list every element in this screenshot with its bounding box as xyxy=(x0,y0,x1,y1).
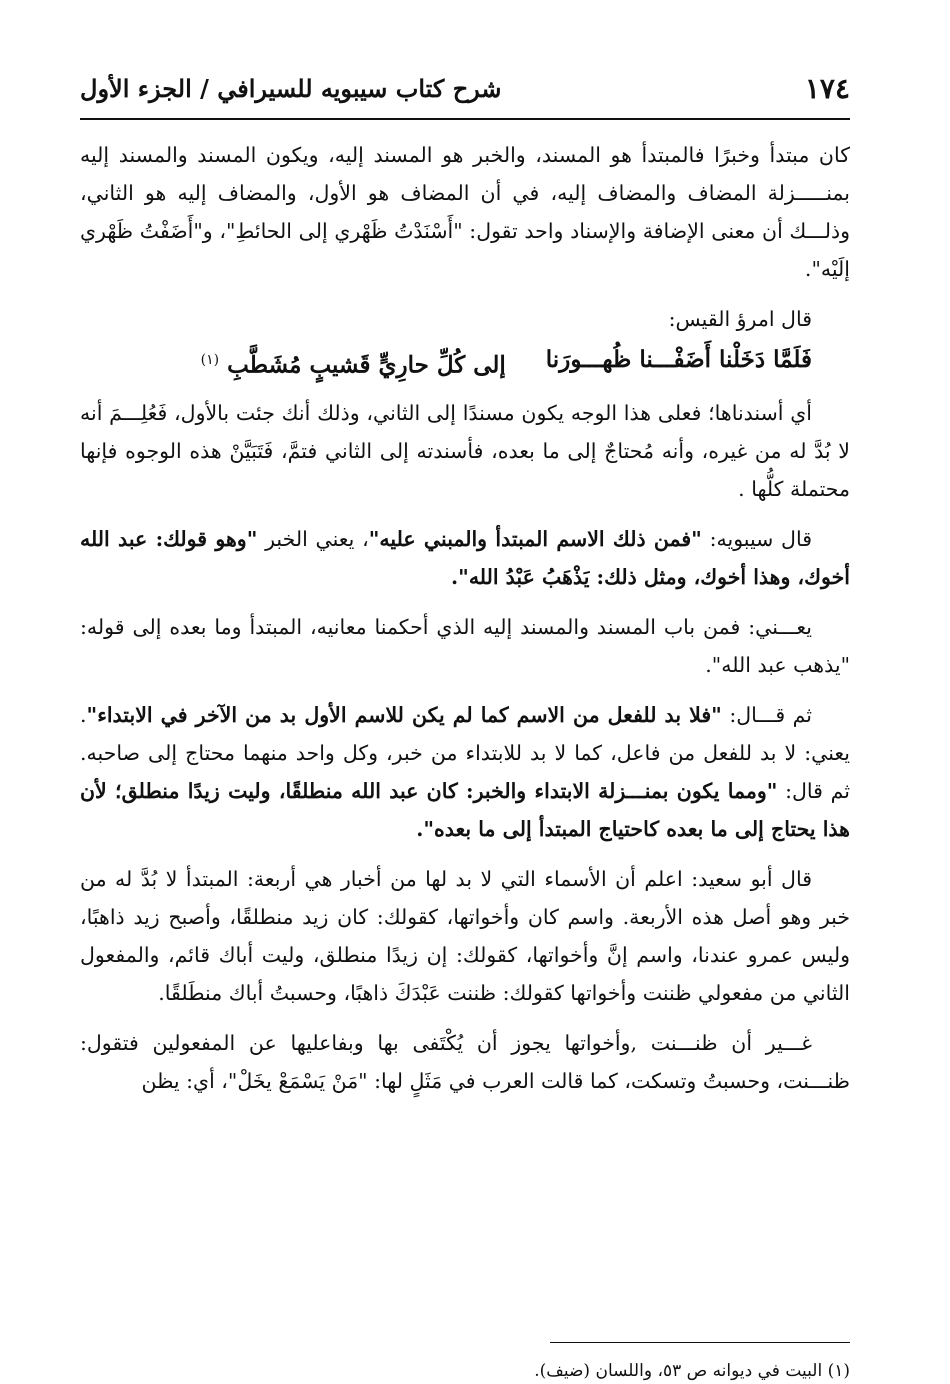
p6-mid: . يعني: لا بد للفعل من فاعل، كما لا بد للابتداء من خبر، وكل واحد منهما محتاج إلى صاحبه. ثم قال: xyxy=(80,702,850,803)
paragraph-5: يعـــني: فمن باب المسند والمسند إليه الذي أحكمنا معانيه، المبتدأ وما بعده إلى قوله: "يذهب عبد الله". xyxy=(80,614,850,677)
p6-lead: ثم قـــال: xyxy=(721,702,812,727)
footnote: (١) البيت في ديوانه ص ٥٣، واللسان (ضيف). xyxy=(534,1361,850,1381)
paragraph-6 xyxy=(80,696,850,848)
poem-second-text: إلى كُلِّ حارِيٍّ قَشيبٍ مُشَطَّبِ xyxy=(227,351,506,379)
p4-mid: ، يعني الخبر xyxy=(257,526,369,551)
footnote-marker: (١) xyxy=(200,352,220,368)
document-page xyxy=(80,60,850,1381)
paragraph-4 xyxy=(80,520,850,596)
page-header xyxy=(80,60,850,120)
page-number: ١٧٤ xyxy=(804,72,850,105)
running-title: شرح كتاب سيبويه للسيرافي / الجزء الأول xyxy=(80,74,502,103)
body-text xyxy=(80,136,850,1112)
paragraph-3: أي أسندناها؛ فعلى هذا الوجه يكون مسندًا إلى الثاني، وذلك أنك جئت بالأول، فَعُلِـــمَ أنه لا بُدَّ له من غيره، وأنه مُحتاجٌ إلى ما بعده، فأسندته إلى الثاني فتمَّ، فَتَبَيَّنْ هذه الوجوه فإنها محتملة كلُّها . xyxy=(80,400,850,501)
paragraph-2: قال امرؤ القيس: xyxy=(668,307,812,331)
poem-verse xyxy=(80,340,850,386)
p4-quote-2: "وهو قولك: عبد الله أخوك، وهذا أخوك، ومثل ذلك: يَذْهَبُ عَبْدُ الله". xyxy=(80,526,850,589)
paragraph-7: قال أبو سعيد: اعلم أن الأسماء التي لا بد لها من أخبار هي أربعة: المبتدأ لا بُدَّ له من خبر وهو أصل هذه الأربعة. واسم كان وأخواتها، كقولك: كان زيد منطلقًا، وأصبح زيد ذاهبًا، وليس عمرو عندنا، واسم إنَّ وأخواتها، كقولك: إن زيدًا منطلق، وليت أباك قائم، والمفعول الثاني من مفعولي ظننت وأخواتها كقولك: ظننت عَبْدَكَ ذاهبًا، وحسبتُ أباك منطَلقًا. xyxy=(80,866,850,1005)
poem-second-hemistich xyxy=(201,340,506,386)
p4-quote: "فمن ذلك الاسم المبتدأ والمبني عليه" xyxy=(368,526,702,551)
p6-quote: "فلا بد للفعل من الاسم كما لم يكن للاسم الأول بد من الآخر في الابتداء" xyxy=(86,702,722,727)
footnote-divider xyxy=(550,1342,850,1343)
p4-lead: قال سيبويه: xyxy=(701,526,812,551)
poem-first-hemistich: فَلَمَّا دَخَلْنا أَضَفْـــنا ظُهـــورَنا xyxy=(545,346,812,373)
p6-quote-2: "ومما يكون بمنـــزلة الابتداء والخبر: كان عبد الله منطلقًا، وليت زيدًا منطلق؛ لأن هذا يحتاج إلى ما بعده كاحتياج المبتدأ إلى ما بعده". xyxy=(80,778,850,841)
paragraph-8: غـــير أن ظنـــنت ,وأخواتها يجوز أن يُكْتَفى بها وبفاعليها عن المفعولين فتقول: ظنـــنت، وحسبتُ وتسكت، كما قالت العرب في مَثَلٍ لها: "مَنْ يَسْمَعْ يخَلْ"، أي: يظن xyxy=(80,1030,850,1093)
paragraph-1: كان مبتدأ وخبرًا فالمبتدأ هو المسند، والخبر هو المسند إليه، ويكون المسند والمسند إليه بمنـــــزلة المضاف والمضاف إليه، في أن المضاف هو الأول، والمضاف إليه هو الثاني، وذلـــك أن معنى الإضافة والإسناد واحد تقول: "أَسْنَدْتُ ظَهْري إلى الحائطِ"، و"أَضَفْتُ ظَهْري إلَيْه". xyxy=(80,143,850,281)
